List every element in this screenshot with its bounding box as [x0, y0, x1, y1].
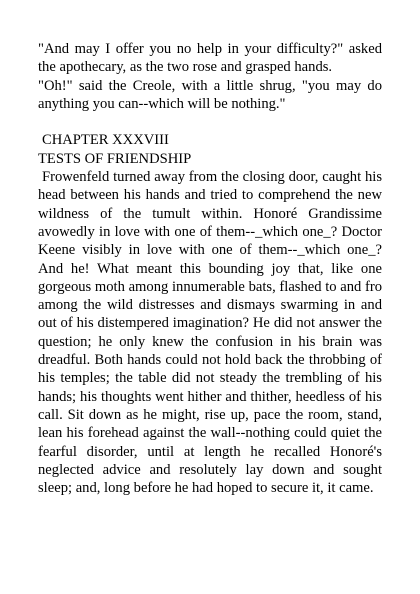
document-page: [38, 40, 382, 497]
chapter-title: TESTS OF FRIENDSHIP: [38, 150, 192, 167]
dialogue-paragraph-apothecary: "And may I offer you no help in your difficulty?" asked the apothecary, as the two rose and grasped hands.: [38, 41, 382, 76]
chapter-number: CHAPTER XXXVIII: [42, 132, 169, 149]
paragraph-gap: [38, 113, 382, 131]
chapter-body-paragraph: Frowenfeld turned away from the closing door, caught his head between his hands and tried to comprehend the new wildness of the tumult within. Honoré Grandissime avowedly in love with one of them--_which one_? Doctor Keene visibly in love with one of them--_which one_? And he! What meant this bounding joy that, like one gorgeous moth among innumerable bats, flashed to and fro among the wild distresses and dismays swarming in and out of his distempered imagination? He did not answer the question; he only knew the confusion in his brain was dreadful. Both hands could not hold back the throbbing of his temples; the table did not steady the trembling of his hands; his thoughts went hither and thither, heedless of his call. Sit down as he might, rise up, pace the room, stand, lean his forehead against the wall--nothing could quiet the fearful disorder, until at length he recalled Honoré's neglected advice and resolutely lay down and sought sleep; and, long before he had hoped to secure it, it came.: [38, 169, 382, 497]
dialogue-paragraph-creole: "Oh!" said the Creole, with a little shrug, "you may do anything you can--which will be nothing.": [38, 77, 382, 112]
